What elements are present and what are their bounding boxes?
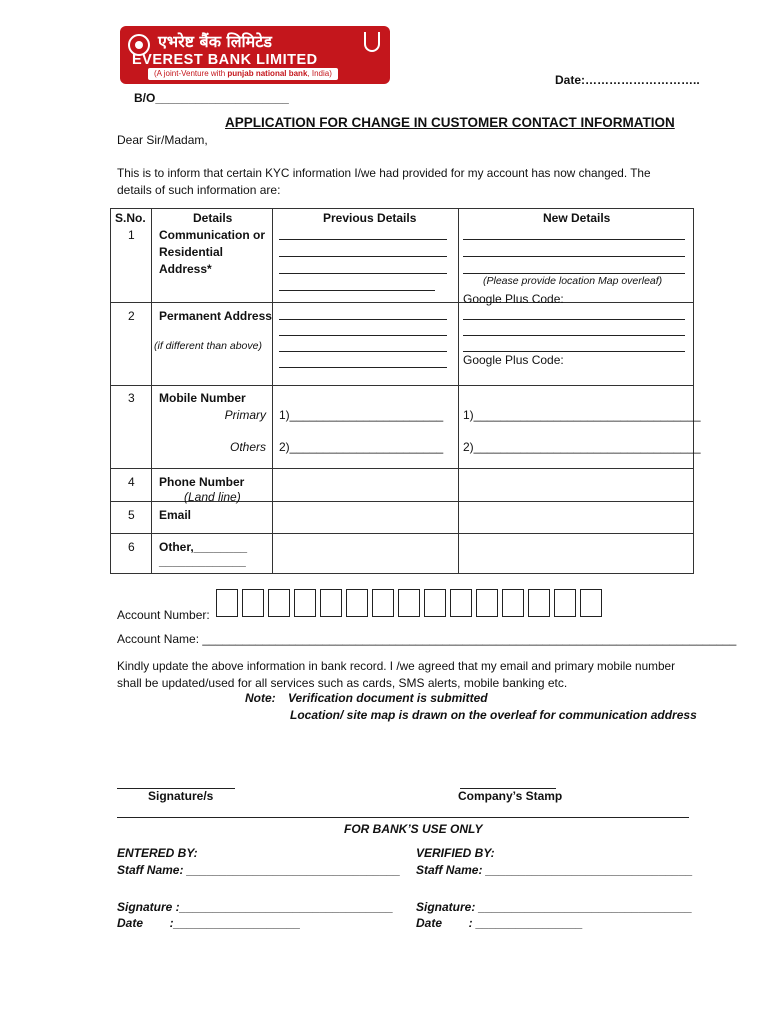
header-previous: Previous Details [323, 211, 417, 225]
account-name-field[interactable]: Account Name: ________________________________________________________________________________ [117, 632, 737, 646]
row-4-sub: (Land line) [184, 490, 241, 504]
account-digit-box[interactable] [450, 589, 472, 617]
jv-prefix: (A joint-Venture with [154, 69, 226, 78]
account-digit-box[interactable] [294, 589, 316, 617]
new-cell [459, 209, 694, 306]
previous-cell [273, 209, 459, 303]
new-primary-field[interactable]: 1)__________________________________ [463, 408, 701, 422]
account-digit-box[interactable] [320, 589, 342, 617]
row-4-sno: 4 [128, 475, 135, 489]
account-digit-box[interactable] [372, 589, 394, 617]
new-email-cell[interactable] [459, 502, 694, 534]
jv-suffix: , India) [307, 69, 332, 78]
account-digit-box[interactable] [554, 589, 576, 617]
row-2-new-line[interactable] [463, 335, 685, 336]
row-1-label-line-3: Address* [159, 262, 212, 276]
table-row [111, 502, 694, 534]
entered-by-label: ENTERED BY: [117, 846, 198, 860]
row-6-label[interactable]: Other,________ [159, 540, 248, 554]
account-digit-box[interactable] [424, 589, 446, 617]
divider [117, 817, 689, 818]
table-row [111, 303, 694, 386]
details-cell [152, 209, 273, 303]
row-2-plus-code[interactable]: Google Plus Code: [463, 353, 564, 367]
logo-hindi-name: एभरेष्ट बैंक लिमिटेड [158, 32, 272, 51]
account-digit-box[interactable] [268, 589, 290, 617]
row-1-prev-line[interactable] [279, 256, 447, 257]
prev-other-cell[interactable] [273, 534, 459, 574]
header-sno: S.No. [115, 211, 146, 225]
table-row [111, 386, 694, 469]
row-1-plus-code[interactable]: Google Plus Code: [463, 292, 564, 306]
prev-phone-cell[interactable] [273, 469, 459, 502]
salutation: Dear Sir/Madam, [117, 133, 208, 147]
entered-staff-field[interactable]: Staff Name: ________________________________ [117, 863, 401, 877]
row-6-label-2[interactable]: _____________ [159, 554, 246, 568]
prev-others-field[interactable]: 2)_______________________ [279, 440, 444, 454]
account-digit-box[interactable] [346, 589, 368, 617]
signature-label: Signature/s [148, 789, 214, 803]
row-2-sno: 2 [128, 309, 135, 323]
row-3-primary: Primary [224, 408, 266, 422]
right-signature-field[interactable]: Signature: ________________________________ [416, 900, 693, 914]
account-digit-box[interactable] [216, 589, 238, 617]
note-line-1: Verification document is submitted [288, 691, 488, 705]
verified-by-label: VERIFIED BY: [416, 846, 495, 860]
row-5-label: Email [159, 508, 192, 522]
row-2-prev-line[interactable] [279, 367, 447, 368]
sno-cell [111, 209, 152, 303]
row-2-sub: (if different than above) [154, 340, 262, 352]
row-1-new-line[interactable] [463, 256, 685, 257]
account-digit-box[interactable] [502, 589, 524, 617]
header-details: Details [193, 211, 233, 225]
prev-email-cell[interactable] [273, 502, 459, 534]
branch-field[interactable]: B/O____________________ [134, 91, 289, 105]
verified-staff-field[interactable]: Staff Name: _______________________________ [416, 863, 693, 877]
row-2-label: Permanent Address [159, 309, 272, 323]
logo-bank-name: EVEREST BANK LIMITED [132, 52, 318, 68]
row-6-sno: 6 [128, 540, 135, 554]
new-others-field[interactable]: 2)__________________________________ [463, 440, 701, 454]
prev-primary-field[interactable]: 1)_______________________ [279, 408, 444, 422]
note-label: Note: [245, 691, 276, 705]
page-title: APPLICATION FOR CHANGE IN CUSTOMER CONTACT INFORMATION [225, 115, 675, 130]
new-other-cell[interactable] [459, 534, 694, 574]
left-signature-field[interactable]: Signature :________________________________ [117, 900, 394, 914]
account-digit-box[interactable] [580, 589, 602, 617]
row-2-new-line[interactable] [463, 319, 685, 320]
row-3-sno: 3 [128, 391, 135, 405]
account-digit-box[interactable] [528, 589, 550, 617]
row-3-label: Mobile Number [159, 391, 246, 405]
bank-logo [120, 26, 390, 84]
row-1-new-line[interactable] [463, 239, 685, 240]
table-row [111, 209, 694, 303]
account-digit-box[interactable] [476, 589, 498, 617]
declaration-line-2: shall be updated/used for all services such as cards, SMS alerts, mobile banking etc. [117, 676, 568, 690]
declaration-line-1: Kindly update the above information in bank record. I /we agreed that my email and primary mobile number [117, 659, 676, 673]
row-2-new-line[interactable] [463, 351, 685, 352]
pnb-mark-icon [364, 32, 380, 52]
row-2-prev-line[interactable] [279, 319, 447, 320]
intro-line-2: details of such information are: [117, 183, 281, 197]
row-2-prev-line[interactable] [279, 335, 447, 336]
date-field[interactable]: Date:……………………….. [555, 73, 700, 87]
row-1-prev-line[interactable] [279, 273, 447, 274]
table-row [111, 534, 694, 574]
account-digit-box[interactable] [398, 589, 420, 617]
row-1-prev-line[interactable] [279, 239, 447, 240]
row-4-label: Phone Number [159, 475, 245, 489]
account-digit-box[interactable] [242, 589, 264, 617]
note-line-2: Location/ site map is drawn on the overleaf for communication address [290, 708, 697, 722]
header-new: New Details [543, 211, 611, 225]
logo-joint-venture [148, 68, 338, 80]
right-date-field[interactable]: Date : ________________ [416, 916, 583, 930]
account-number-label: Account Number: [117, 608, 210, 622]
row-1-sno: 1 [128, 228, 135, 242]
row-2-prev-line[interactable] [279, 351, 447, 352]
bank-use-title: FOR BANK’S USE ONLY [344, 822, 483, 836]
row-1-new-line[interactable] [463, 273, 685, 274]
row-3-others: Others [229, 440, 266, 454]
intro-line-1: This is to inform that certain KYC information I/we had provided for my account has now changed. The [117, 166, 651, 180]
new-phone-cell[interactable] [459, 469, 694, 502]
table-row [111, 469, 694, 502]
row-1-prev-line[interactable] [279, 290, 435, 291]
kyc-details-table [110, 208, 701, 574]
stamp-label: Company’s Stamp [458, 789, 563, 803]
row-1-label-line-2: Residential [159, 245, 224, 259]
row-5-sno: 5 [128, 508, 135, 522]
row-1-label-line-1: Communication or [159, 228, 266, 242]
jv-partner: punjab national bank [227, 69, 308, 78]
account-number-boxes [216, 589, 606, 617]
map-overleaf-note: (Please provide location Map overleaf) [483, 275, 663, 287]
left-date-field[interactable]: Date :___________________ [117, 916, 301, 930]
